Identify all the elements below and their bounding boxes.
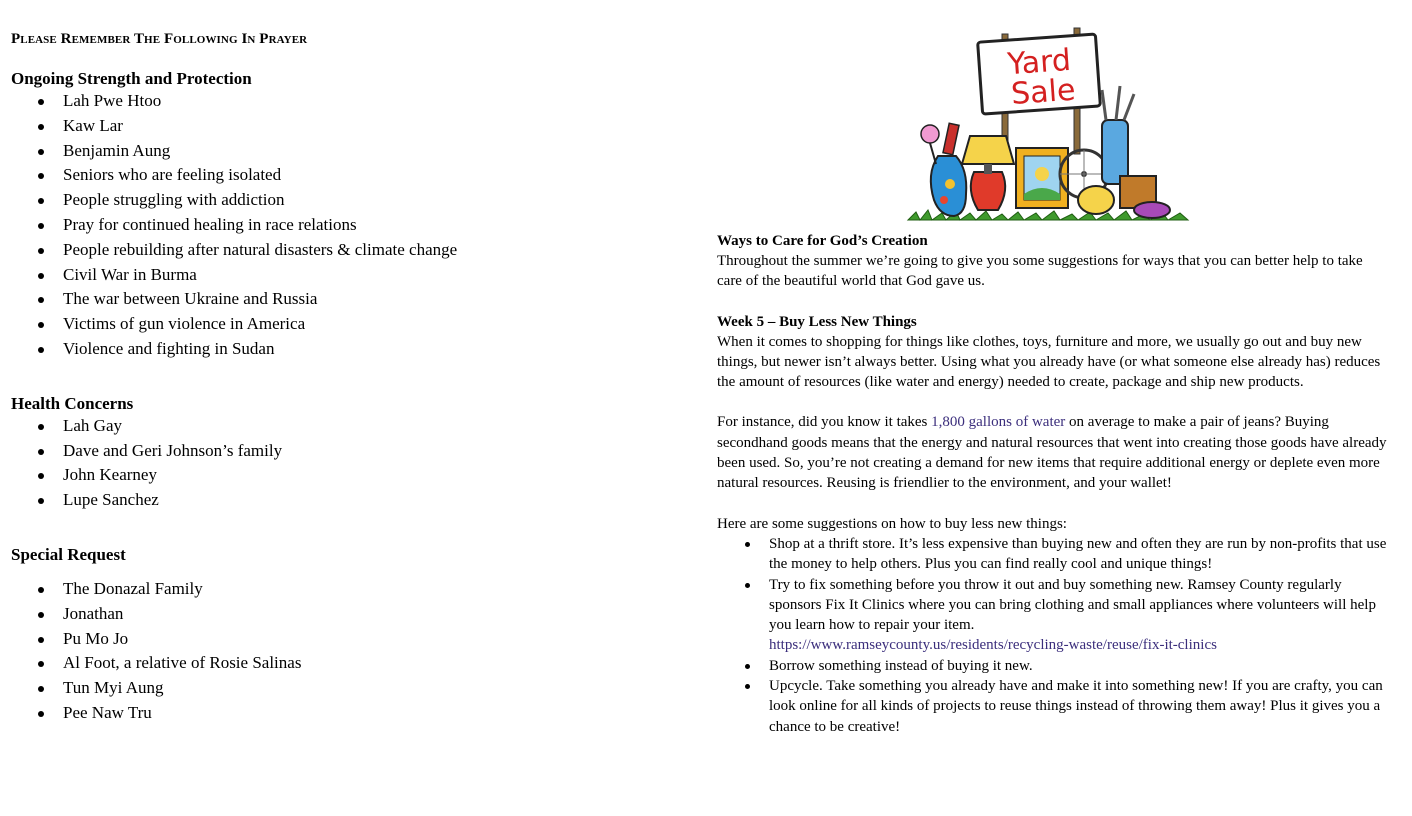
week-paragraph: When it comes to shopping for things like clothes, toys, furniture and more, we usually go out and buy new things, but newer isn’t always better. Using what you already have (or what someone else already has) reduces the amount of resources (like water and energy) needed to create, package and ship new products. <box>717 333 1381 391</box>
list-item: Dave and Geri Johnson’s family <box>11 439 651 464</box>
list-item <box>717 575 1387 656</box>
tip-text: Shop at a thrift store. It’s less expensive than buying new and often they are run by non-profits that use the money to help others. Plus you can find really cool and unique things! <box>769 535 1387 573</box>
list-item: Tun Myi Aung <box>11 676 651 701</box>
ongoing-list <box>11 89 651 362</box>
list-item <box>717 534 1387 575</box>
sign-text-sale: Sale <box>1010 72 1077 113</box>
list-item: John Kearney <box>11 463 651 488</box>
care-heading: Ways to Care for God’s Creation <box>717 233 928 249</box>
list-item: Violence and fighting in Sudan <box>11 337 651 362</box>
week-heading: Week 5 – Buy Less New Things <box>717 313 917 330</box>
list-item: Lah Gay <box>11 414 651 439</box>
creation-care-column <box>717 0 1387 737</box>
list-item: The Donazal Family <box>11 577 651 602</box>
suggestions-list <box>717 534 1387 737</box>
care-intro: Throughout the summer we’re going to give you some suggestions for ways that you can better help to take care of the beautiful world that God gave us. <box>717 253 1363 290</box>
list-item: Victims of gun violence in America <box>11 312 651 337</box>
list-item: Civil War in Burma <box>11 263 651 288</box>
fix-it-clinics-link[interactable]: https://www.ramseycounty.us/residents/recycling-waste/reuse/fix-it-clinics <box>769 637 1217 654</box>
list-item: People struggling with addiction <box>11 188 651 213</box>
page-header: Please Remember The Following In Prayer <box>11 31 308 47</box>
list-item: Jonathan <box>11 602 651 627</box>
list-item: The war between Ukraine and Russia <box>11 287 651 312</box>
ongoing-heading: Ongoing Strength and Protection <box>11 69 252 88</box>
list-item <box>717 676 1387 737</box>
prayer-list-column <box>11 30 651 726</box>
tip-text: Try to fix something before you throw it out and buy something new. Ramsey County regularly sponsors Fix It Clinics where you can bring clothing and small appliances where volunteers will help you learn how to repair your item. <box>769 576 1376 634</box>
list-item: People rebuilding after natural disasters & climate change <box>11 238 651 263</box>
tip-text: Borrow something instead of buying it new. <box>769 657 1033 674</box>
suggestions-intro: Here are some suggestions on how to buy less new things: <box>717 515 1067 532</box>
special-heading: Special Request <box>11 544 126 564</box>
list-item <box>717 656 1387 676</box>
list-item: Lah Pwe Htoo <box>11 89 651 114</box>
health-heading: Health Concerns <box>11 393 134 413</box>
list-item: Benjamin Aung <box>11 139 651 164</box>
list-item: Pu Mo Jo <box>11 627 651 652</box>
special-list <box>11 577 651 726</box>
tip-text: Upcycle. Take something you already have and make it into something new! If you are crafty, you can look online for all kinds of projects to reuse things instead of throwing them away! Plus it gives you a chance to be creative! <box>769 678 1383 735</box>
list-item: Lupe Sanchez <box>11 488 651 513</box>
list-item: Pray for continued healing in race relations <box>11 213 651 238</box>
list-item: Pee Naw Tru <box>11 701 651 726</box>
list-item: Kaw Lar <box>11 114 651 139</box>
instance-text-before: For instance, did you know it takes <box>717 414 932 431</box>
health-list <box>11 414 651 513</box>
list-item: Seniors who are feeling isolated <box>11 163 651 188</box>
instance-paragraph <box>717 412 1387 493</box>
list-item: Al Foot, a relative of Rosie Salinas <box>11 651 651 676</box>
instance-text-after: on average to make a pair of jeans? Buying secondhand goods means that the energy and natural resources that went into creating those goods have already been used. So, you’re not creating a demand for new items that require additional energy or deplete even more natural resources. Reusing is friendlier to the environment, and your wallet! <box>717 414 1387 492</box>
water-link[interactable]: 1,800 gallons of water <box>931 414 1066 431</box>
sign-text-yard: Yard <box>1006 42 1073 83</box>
